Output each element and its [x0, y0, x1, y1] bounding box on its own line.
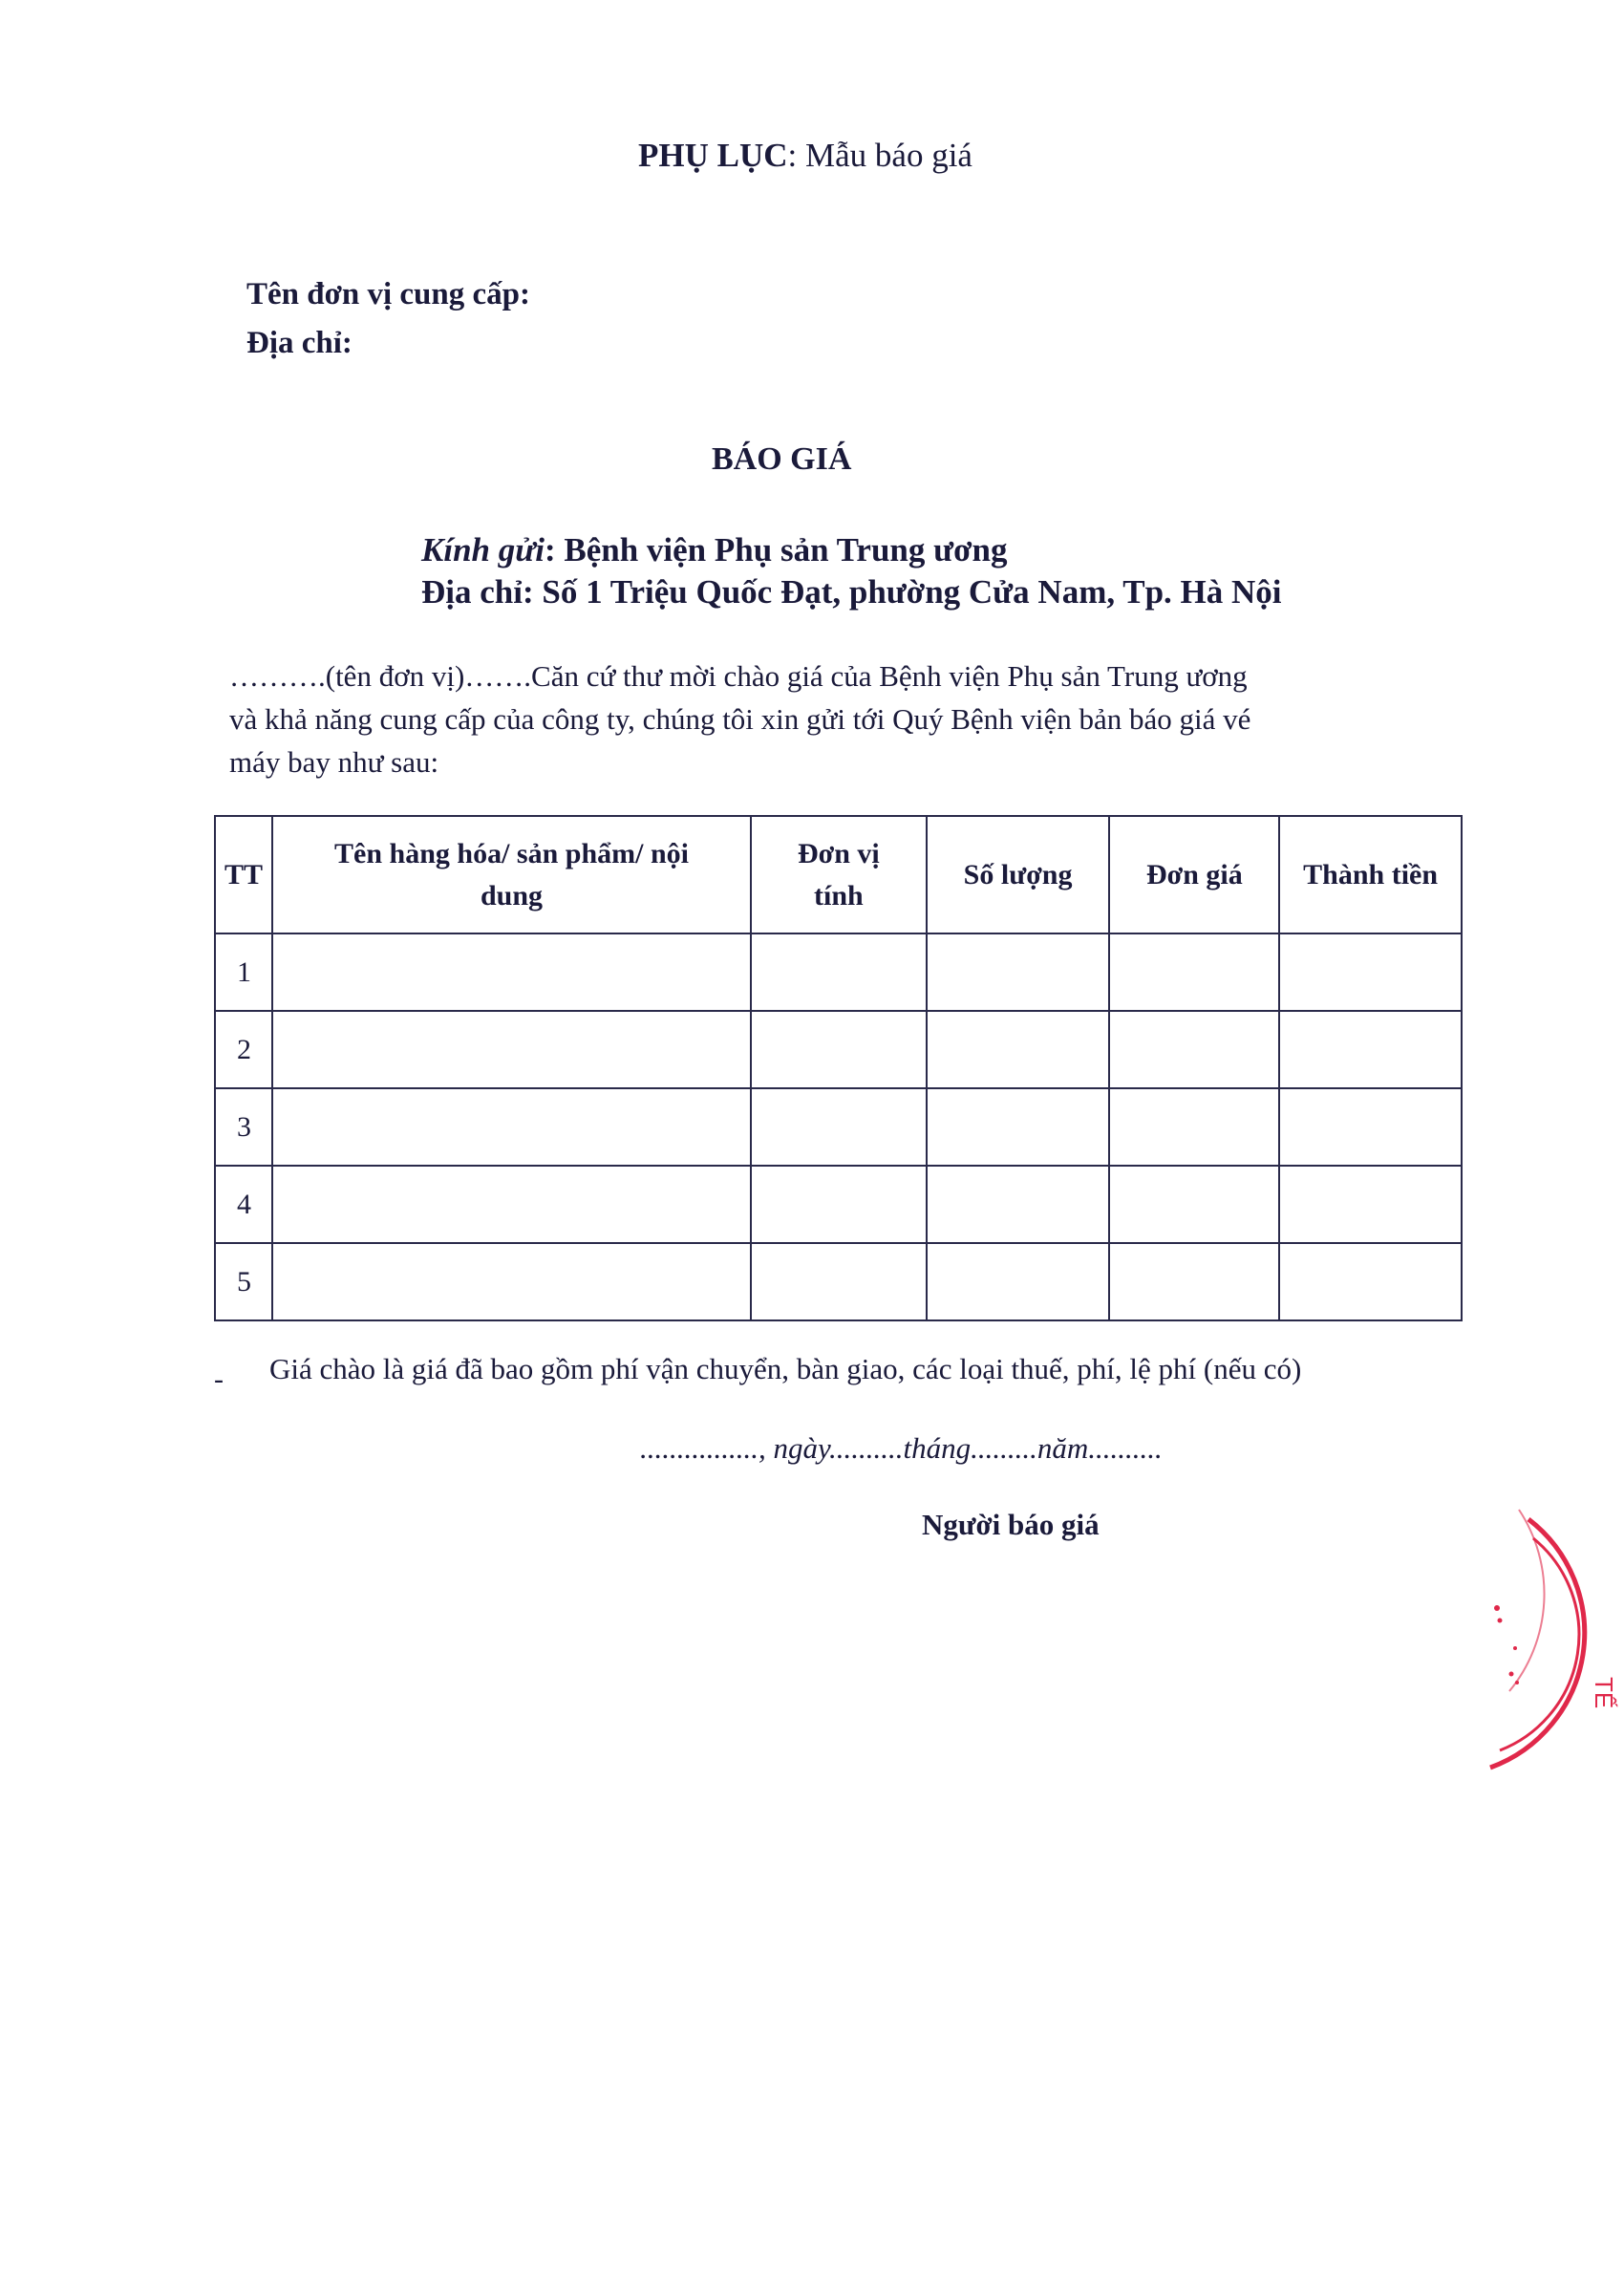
intro-line-2: và khả năng cung cấp của công ty, chúng tôi xin gửi tới Quý Bệnh viện bản báo giá vé: [229, 702, 1251, 736]
cell-item-name: [272, 933, 751, 1011]
greeting-value: : Bệnh viện Phụ sản Trung ương: [544, 531, 1008, 568]
cell-unit-price: [1109, 933, 1279, 1011]
header-item-name-line2: dung: [480, 879, 544, 912]
row-number: 1: [215, 933, 272, 1011]
cell-unit-price: [1109, 1243, 1279, 1320]
stamp-text: TẾ: [1590, 1677, 1618, 1709]
red-seal-stamp: [1452, 1500, 1624, 1787]
row-number: 2: [215, 1011, 272, 1088]
header-item-name-line1: Tên hàng hóa/ sản phẩm/ nội: [334, 838, 689, 869]
table-row: [215, 933, 1462, 1011]
cell-unit: [751, 1088, 927, 1166]
quote-table: [214, 815, 1463, 1321]
date-line: ................, ngày..........tháng.........năm..........: [640, 1431, 1163, 1465]
cell-unit: [751, 1243, 927, 1320]
header-total: Thành tiền: [1279, 816, 1462, 933]
cell-unit: [751, 933, 927, 1011]
header-item-name: [272, 816, 751, 933]
cell-unit-price: [1109, 1166, 1279, 1243]
intro-line-3: máy bay như sau:: [229, 745, 439, 779]
recipient-greeting: [421, 531, 1007, 569]
greeting-prefix: Kính gửi: [421, 531, 545, 568]
cell-quantity: [927, 933, 1110, 1011]
row-number: 4: [215, 1166, 272, 1243]
cell-quantity: [927, 1166, 1110, 1243]
cell-total: [1279, 1166, 1462, 1243]
page-title: [638, 137, 972, 175]
cell-item-name: [272, 1088, 751, 1166]
header-tt: TT: [215, 816, 272, 933]
document-title: BÁO GIÁ: [712, 441, 852, 477]
cell-item-name: [272, 1166, 751, 1243]
cell-unit: [751, 1011, 927, 1088]
title-prefix: PHỤ LỤC: [638, 137, 788, 174]
header-unit-line2: tính: [814, 879, 864, 912]
price-note: Giá chào là giá đã bao gồm phí vận chuyển, bàn giao, các loại thuế, phí, lệ phí (nếu có): [269, 1352, 1302, 1385]
cell-total: [1279, 1011, 1462, 1088]
cell-item-name: [272, 1243, 751, 1320]
row-number: 5: [215, 1243, 272, 1320]
table-row: [215, 1166, 1462, 1243]
title-suffix: : Mẫu báo giá: [787, 137, 972, 174]
row-number: 3: [215, 1088, 272, 1166]
header-quantity: Số lượng: [927, 816, 1110, 933]
table-header-row: [215, 816, 1462, 933]
cell-unit-price: [1109, 1088, 1279, 1166]
intro-line-1: ……….(tên đơn vị)…….Căn cứ thư mời chào giá của Bệnh viện Phụ sản Trung ương: [229, 659, 1248, 693]
supplier-address-label: Địa chỉ:: [246, 326, 353, 360]
cell-quantity: [927, 1243, 1110, 1320]
table-row: [215, 1243, 1462, 1320]
supplier-name-label: Tên đơn vị cung cấp:: [246, 277, 530, 311]
header-unit: [751, 816, 927, 933]
cell-total: [1279, 1088, 1462, 1166]
cell-total: [1279, 1243, 1462, 1320]
header-unit-line1: Đơn vị: [797, 838, 880, 869]
cell-total: [1279, 933, 1462, 1011]
cell-quantity: [927, 1088, 1110, 1166]
cell-unit: [751, 1166, 927, 1243]
table-row: [215, 1088, 1462, 1166]
signer-label: Người báo giá: [922, 1508, 1100, 1541]
table-row: [215, 1011, 1462, 1088]
cell-quantity: [927, 1011, 1110, 1088]
cell-item-name: [272, 1011, 751, 1088]
note-bullet: -: [214, 1363, 224, 1395]
cell-unit-price: [1109, 1011, 1279, 1088]
recipient-address: Địa chỉ: Số 1 Triệu Quốc Đạt, phường Cửa Nam, Tp. Hà Nội: [421, 573, 1282, 611]
header-unit-price: Đơn giá: [1109, 816, 1279, 933]
